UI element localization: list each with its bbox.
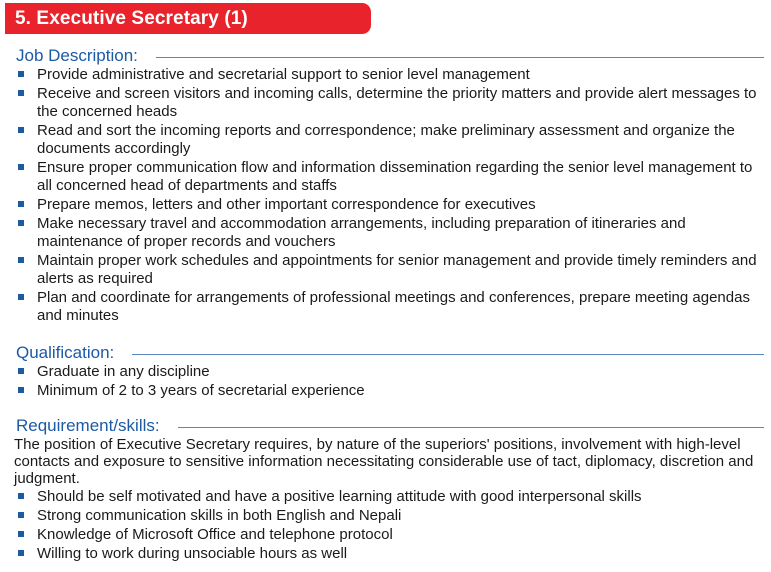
bullet-icon <box>18 368 24 374</box>
bullet-icon <box>18 220 24 226</box>
page-title: 5. Executive Secretary (1) <box>15 7 248 29</box>
section-divider <box>156 57 764 58</box>
requirements-header <box>16 416 764 436</box>
requirements-heading: Requirement/skills: <box>16 416 160 435</box>
bullet-icon <box>18 512 24 518</box>
bullet-icon <box>18 550 24 556</box>
list-item <box>16 488 764 506</box>
job-description-section <box>16 46 764 326</box>
list-item <box>16 526 764 544</box>
bullet-icon <box>18 164 24 170</box>
list-item <box>16 382 764 400</box>
bullet-icon <box>18 294 24 300</box>
bullet-icon <box>18 387 24 393</box>
list-item <box>16 196 764 214</box>
list-item <box>16 85 764 121</box>
title-banner <box>5 3 371 34</box>
bullet-icon <box>18 531 24 537</box>
list-item <box>16 363 764 381</box>
list-item-text: Receive and screen visitors and incoming calls, determine the priority matters and provide alert messages to the concerned heads <box>37 85 757 120</box>
requirements-section <box>16 416 764 564</box>
list-item-text: Should be self motivated and have a positive learning attitude with good interpersonal skills <box>37 488 642 505</box>
bullet-icon <box>18 127 24 133</box>
qualification-section <box>16 343 764 401</box>
qualification-list <box>16 363 764 400</box>
list-item <box>16 66 764 84</box>
list-item-text: Maintain proper work schedules and appointments for senior management and provide timely reminders and alerts as required <box>37 252 757 287</box>
section-divider <box>178 427 764 428</box>
bullet-icon <box>18 71 24 77</box>
bullet-icon <box>18 493 24 499</box>
job-description-list <box>16 66 764 325</box>
list-item-text: Graduate in any discipline <box>37 363 210 380</box>
list-item-text: Willing to work during unsociable hours as well <box>37 545 348 562</box>
qualification-header <box>16 343 764 363</box>
list-item-text: Strong communication skills in both English and Nepali <box>37 507 402 524</box>
list-item <box>16 507 764 525</box>
list-item-text: Make necessary travel and accommodation arrangements, including preparation of itineraries and maintenance of proper records and vouchers <box>37 215 686 250</box>
section-divider <box>132 354 764 355</box>
list-item <box>16 159 764 195</box>
list-item-text: Plan and coordinate for arrangements of professional meetings and conferences, prepare meeting agendas and minutes <box>37 289 750 324</box>
list-item <box>16 545 764 563</box>
qualification-heading: Qualification: <box>16 343 115 362</box>
list-item <box>16 289 764 325</box>
bullet-icon <box>18 90 24 96</box>
bullet-icon <box>18 201 24 207</box>
list-item-text: Provide administrative and secretarial support to senior level management <box>37 66 530 83</box>
list-item-text: Knowledge of Microsoft Office and telephone protocol <box>37 526 393 543</box>
requirements-intro: The position of Executive Secretary requires, by nature of the superiors' positions, involvement with high-level contacts and exposure to sensitive information necessitating considerable use of tact, diplomacy, discretion and judgment. <box>14 436 754 487</box>
list-item-text: Minimum of 2 to 3 years of secretarial experience <box>37 382 365 399</box>
bullet-icon <box>18 257 24 263</box>
requirements-list <box>16 488 764 563</box>
job-description-heading: Job Description: <box>16 46 138 65</box>
list-item-text: Read and sort the incoming reports and correspondence; make preliminary assessment and organize the documents accordingly <box>37 122 735 157</box>
list-item <box>16 252 764 288</box>
list-item-text: Ensure proper communication flow and information dissemination regarding the senior level management to all concerned head of departments and staffs <box>37 159 753 194</box>
job-description-header <box>16 46 764 66</box>
list-item <box>16 122 764 158</box>
list-item-text: Prepare memos, letters and other important correspondence for executives <box>37 196 536 213</box>
list-item <box>16 215 764 251</box>
